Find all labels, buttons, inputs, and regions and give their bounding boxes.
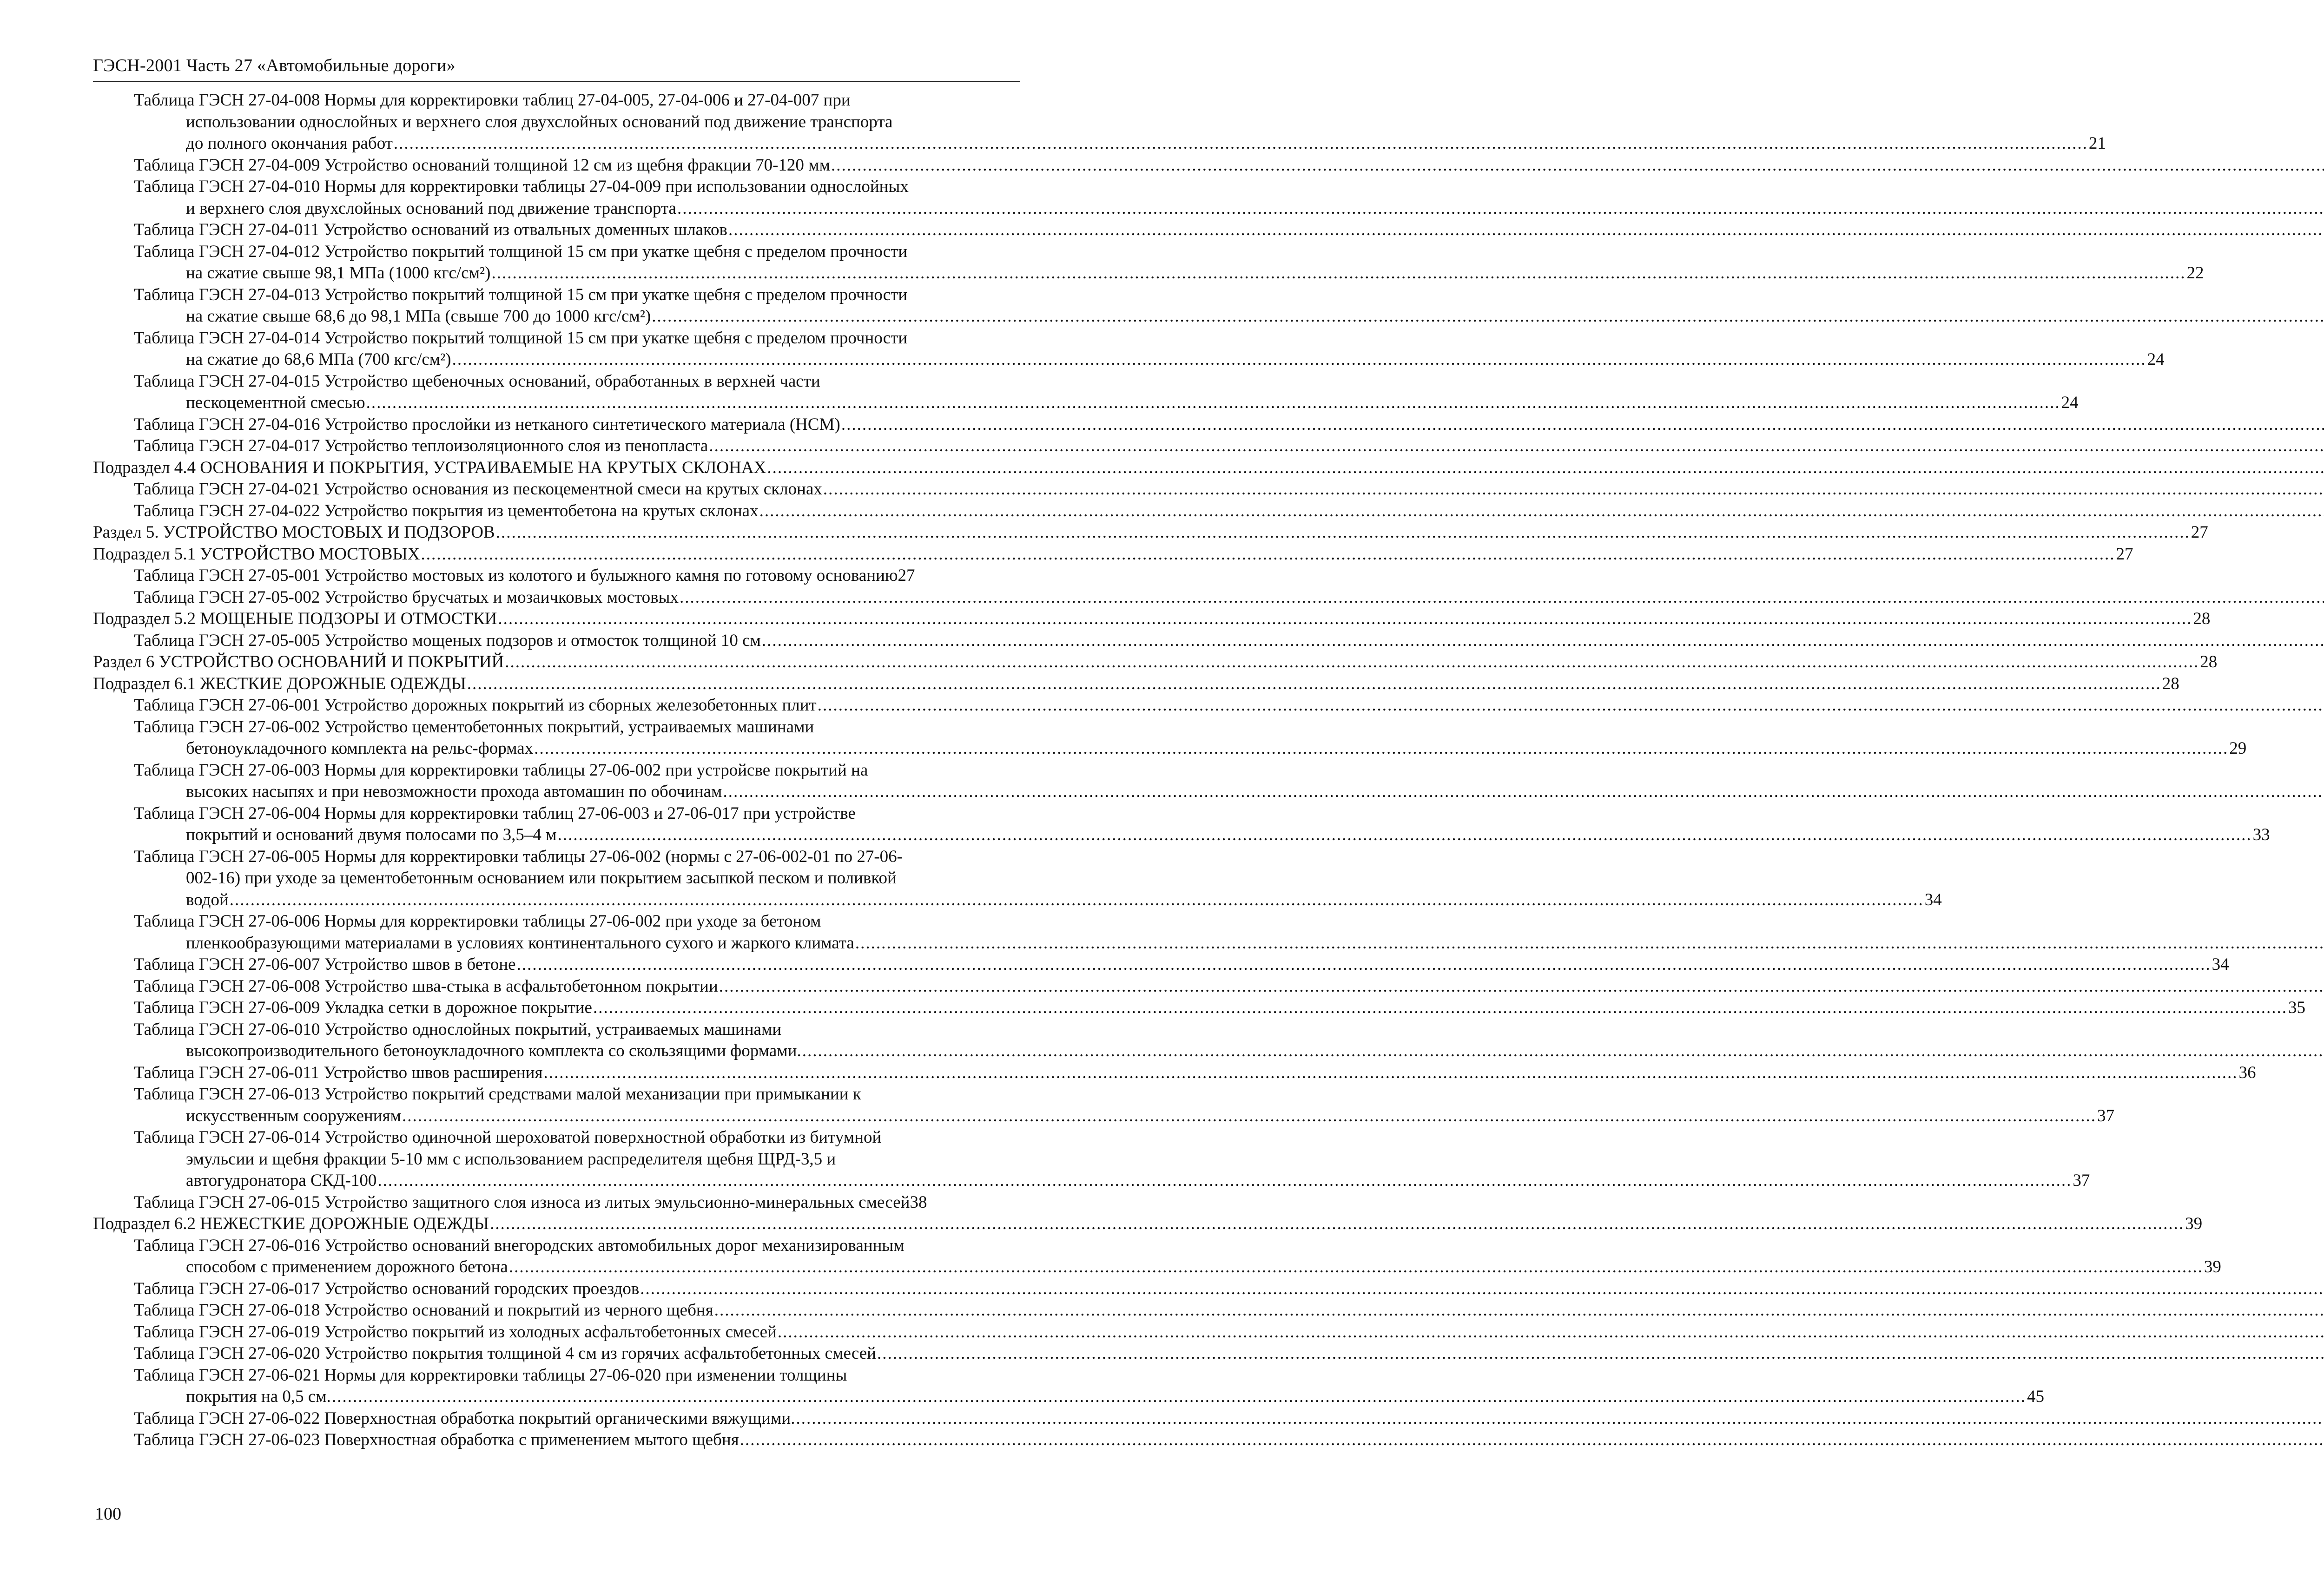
toc-entry-text: покрытия на 0,5 см. bbox=[186, 1387, 331, 1406]
toc-entry-table bbox=[93, 328, 2165, 371]
dot-leader bbox=[831, 155, 2324, 177]
toc-entry-text: Подраздел 5.2 МОЩЕНЫЕ ПОДЗОРЫ И ОТМОСТКИ bbox=[93, 609, 497, 628]
toc-entry-text: Таблица ГЭСН 27-04-013 Устройство покрытий толщиной 15 см при укатке щебня с пределом прочности bbox=[134, 285, 908, 304]
dot-leader bbox=[377, 1170, 2072, 1192]
table-of-contents bbox=[93, 90, 2305, 1451]
toc-entry-text: Таблица ГЭСН 27-06-004 Нормы для корректировки таблиц 27-06-003 и 27-06-017 при устройстве bbox=[134, 803, 856, 823]
toc-entry-table bbox=[93, 717, 2247, 760]
running-header: ГЭСН-2001 Часть 27 «Автомобильные дороги» bbox=[93, 56, 456, 75]
toc-entry-table bbox=[93, 176, 1020, 219]
toc-entry-table bbox=[93, 155, 1020, 177]
toc-entry-text: Таблица ГЭСН 27-04-011 Устройство оснований из отвальных доменных шлаков bbox=[134, 220, 728, 239]
toc-page-number: 34 bbox=[1924, 890, 1942, 909]
toc-entry-table bbox=[93, 1300, 1020, 1322]
toc-page-number: 35 bbox=[2288, 998, 2305, 1017]
toc-page-number: 34 bbox=[2212, 955, 2229, 974]
dot-leader bbox=[490, 1213, 2184, 1235]
dot-leader bbox=[778, 1322, 2324, 1343]
dot-leader bbox=[728, 219, 2324, 241]
toc-entry-text: Таблица ГЭСН 27-06-007 Устройство швов в бетоне bbox=[134, 955, 516, 974]
dot-leader bbox=[517, 954, 2211, 976]
dot-leader bbox=[366, 392, 2060, 414]
toc-entry-text: Раздел 5. УСТРОЙСТВО МОСТОВЫХ И ПОДЗОРОВ bbox=[93, 523, 495, 542]
toc-entry-table bbox=[93, 695, 1020, 717]
dot-leader bbox=[677, 198, 2324, 220]
toc-page-number: 45 bbox=[2027, 1387, 2044, 1406]
toc-entry-table bbox=[93, 1322, 1020, 1343]
dot-leader bbox=[593, 997, 2287, 1019]
toc-entry-table bbox=[93, 1343, 1020, 1365]
toc-entry-text: 002-16) при уходе за цементобетонным основанием или покрытием засыпкой песком и поливкой bbox=[186, 868, 897, 888]
toc-entry-text: автогудронатора СКД-100 bbox=[186, 1171, 377, 1190]
dot-leader bbox=[496, 522, 2190, 544]
toc-entry-text: искусственным сооружениям bbox=[186, 1106, 401, 1125]
toc-entry-text: пескоцементной смесью bbox=[186, 393, 365, 412]
dot-leader bbox=[230, 889, 1924, 911]
toc-page-number: 37 bbox=[2097, 1106, 2114, 1125]
page-number: 100 bbox=[95, 1504, 121, 1524]
toc-entry-text: Таблица ГЭСН 27-04-017 Устройство теплоизоляционного слоя из пенопласта bbox=[134, 436, 708, 455]
toc-entry-text: Таблица ГЭСН 27-06-008 Устройство шва-стыка в асфальтобетонном покрытии bbox=[134, 976, 718, 996]
toc-entry-text: Таблица ГЭСН 27-06-015 Устройство защитного слоя износа из литых эмульсионно-минеральных смесей bbox=[134, 1192, 910, 1212]
dot-leader bbox=[855, 933, 2324, 954]
toc-entry-text: на сжатие до 68,6 МПа (700 кгс/см²) bbox=[186, 350, 451, 369]
toc-entry-text: водой bbox=[186, 890, 229, 909]
dot-leader bbox=[796, 1408, 2324, 1430]
toc-entry-table bbox=[93, 954, 2229, 976]
toc-page-number: 27 bbox=[898, 566, 915, 585]
toc-entry-table bbox=[93, 284, 1020, 328]
toc-entry-table bbox=[93, 219, 1020, 241]
toc-entry-subsection bbox=[93, 673, 2179, 695]
toc-entry-text: Таблица ГЭСН 27-06-011 Устройство швов расширения bbox=[134, 1063, 543, 1082]
toc-page-number: 21 bbox=[2088, 134, 2106, 153]
toc-entry-table bbox=[93, 997, 2305, 1019]
header-rule bbox=[93, 81, 1020, 82]
toc-page-number: 28 bbox=[2193, 609, 2211, 628]
dot-leader bbox=[740, 1429, 2324, 1451]
toc-entry-table bbox=[93, 1235, 2221, 1278]
toc-entry-text: Таблица ГЭСН 27-06-020 Устройство покрытия толщиной 4 см из горячих асфальтобетонных смесей bbox=[134, 1344, 876, 1363]
toc-entry-subsection bbox=[93, 457, 1020, 479]
dot-leader bbox=[332, 1386, 2026, 1408]
toc-entry-text: Таблица ГЭСН 27-06-018 Устройство оснований и покрытий из черного щебня bbox=[134, 1301, 713, 1320]
dot-leader bbox=[544, 1062, 2238, 1084]
toc-entry-text: Подраздел 6.1 ЖЕСТКИЕ ДОРОЖНЫЕ ОДЕЖДЫ bbox=[93, 674, 466, 693]
toc-entry-table bbox=[93, 241, 2204, 284]
toc-entry-table bbox=[93, 371, 2079, 414]
toc-entry-table bbox=[93, 587, 1020, 609]
toc-entry-table bbox=[93, 1084, 2114, 1127]
toc-entry-section bbox=[93, 522, 2208, 544]
toc-entry-table bbox=[93, 90, 2106, 155]
toc-entry-section bbox=[93, 651, 2218, 673]
dot-leader bbox=[505, 651, 2199, 673]
toc-entry-text: Таблица ГЭСН 27-06-023 Поверхностная обработка с применением мытого щебня bbox=[134, 1430, 739, 1449]
toc-entry-text: покрытий и оснований двумя полосами по 3,5–4 м bbox=[186, 825, 557, 844]
toc-entry-text: и верхнего слоя двухслойных оснований под движение транспорта bbox=[186, 198, 676, 218]
toc-page-number: 24 bbox=[2061, 393, 2079, 412]
toc-entry-table bbox=[93, 1365, 2044, 1408]
toc-entry-text: Таблица ГЭСН 27-04-022 Устройство покрытия из цементобетона на крутых склонах bbox=[134, 501, 759, 520]
dot-leader bbox=[841, 414, 2324, 436]
toc-entry-text: Таблица ГЭСН 27-04-021 Устройство основания из пескоцементной смеси на крутых склонах bbox=[134, 480, 822, 499]
toc-entry-text: Таблица ГЭСН 27-05-001 Устройство мостовых из колотого и булыжного камня по готовому основанию bbox=[134, 566, 898, 585]
toc-entry-table bbox=[93, 435, 1020, 457]
toc-entry-text: Таблица ГЭСН 27-06-003 Нормы для корректировки таблицы 27-06-002 при устройсве покрытий на bbox=[134, 760, 868, 780]
dot-leader bbox=[558, 824, 2252, 846]
toc-entry-text: Таблица ГЭСН 27-05-005 Устройство мощеных подзоров и отмосток толщиной 10 см bbox=[134, 631, 761, 650]
dot-leader bbox=[719, 976, 2324, 998]
dot-leader bbox=[534, 738, 2228, 760]
dot-leader bbox=[762, 630, 2324, 652]
toc-page-number: 29 bbox=[2229, 739, 2247, 758]
toc-entry-table bbox=[93, 1019, 1020, 1062]
toc-entry-text: Таблица ГЭСН 27-06-019 Устройство покрытий из холодных асфальтобетонных смесей bbox=[134, 1322, 777, 1342]
toc-entry-text: до полного окончания работ bbox=[186, 134, 393, 153]
toc-entry-text: способом с применением дорожного бетона bbox=[186, 1257, 508, 1276]
toc-entry-text: эмульсии и щебня фракции 5-10 мм с использованием распределителя щебня ЩРД-3,5 и bbox=[186, 1149, 836, 1169]
toc-entry-table bbox=[93, 1062, 2256, 1084]
toc-entry-text: Таблица ГЭСН 27-06-005 Нормы для корректировки таблицы 27-06-002 (нормы с 27-06-002-01 по 27-06- bbox=[134, 847, 903, 866]
toc-entry-text: Таблица ГЭСН 27-05-002 Устройство брусчатых и мозаичковых мостовых bbox=[134, 587, 679, 607]
dot-leader bbox=[823, 479, 2324, 500]
toc-entry-text: Таблица ГЭСН 27-06-021 Нормы для корректировки таблицы 27-06-020 при изменении толщины bbox=[134, 1365, 847, 1385]
toc-entry-text: высоких насыпях и при невозможности прохода автомашин по обочинам bbox=[186, 782, 722, 801]
dot-leader bbox=[452, 349, 2146, 371]
toc-entry-text: Таблица ГЭСН 27-06-002 Устройство цементобетонных покрытий, устраиваемых машинами bbox=[134, 717, 814, 737]
toc-page-number: 39 bbox=[2185, 1214, 2203, 1233]
toc-entry-table bbox=[93, 1429, 1020, 1451]
toc-entry-text: Подраздел 5.1 УСТРОЙСТВО МОСТОВЫХ bbox=[93, 544, 420, 564]
toc-entry-text: Таблица ГЭСН 27-06-022 Поверхностная обработка покрытий органическими вяжущими. bbox=[134, 1408, 795, 1428]
toc-entry-text: Таблица ГЭСН 27-06-001 Устройство дорожных покрытий из сборных железобетонных плит bbox=[134, 696, 817, 715]
toc-entry-table bbox=[93, 565, 1020, 587]
toc-entry-text: Таблица ГЭСН 27-04-015 Устройство щебеночных оснований, обработанных в верхней части bbox=[134, 371, 820, 391]
dot-leader bbox=[714, 1300, 2324, 1322]
toc-entry-text: на сжатие свыше 98,1 МПа (1000 кгс/см²) bbox=[186, 263, 491, 283]
dot-leader bbox=[818, 695, 2324, 717]
toc-entry-text: Таблица ГЭСН 27-04-008 Нормы для корректировки таблиц 27-04-005, 27-04-006 и 27-04-007 при bbox=[134, 91, 851, 110]
toc-entry-table bbox=[93, 1408, 1020, 1430]
toc-entry-table bbox=[93, 760, 1020, 803]
toc-entry-table bbox=[93, 846, 1942, 911]
toc-entry-text: Таблица ГЭСН 27-06-017 Устройство оснований городских проездов bbox=[134, 1279, 640, 1298]
toc-entry-text: Таблица ГЭСН 27-06-013 Устройство покрытий средствами малой механизации при примыкании к bbox=[134, 1085, 861, 1104]
toc-entry-text: Таблица ГЭСН 27-06-010 Устройство однослойных покрытий, устраиваемых машинами bbox=[134, 1020, 782, 1039]
toc-entry-text: Таблица ГЭСН 27-06-009 Укладка сетки в дорожное покрытие bbox=[134, 998, 592, 1017]
toc-entry-text: пленкообразующими материалами в условиях континентального сухого и жаркого климата bbox=[186, 933, 854, 953]
dot-leader bbox=[394, 133, 2088, 155]
toc-entry-text: Таблица ГЭСН 27-04-016 Устройство прослойки из нетканого синтетического материала (НСМ) bbox=[134, 414, 840, 434]
toc-page-number: 38 bbox=[910, 1192, 927, 1212]
dot-leader bbox=[680, 587, 2324, 609]
toc-entry-text: бетоноукладочного комплекта на рельс-формах bbox=[186, 739, 534, 758]
toc-page-number: 33 bbox=[2252, 825, 2270, 844]
toc-page-number: 28 bbox=[2200, 652, 2218, 671]
toc-entry-text: Раздел 6 УСТРОЙСТВО ОСНОВАНИЙ И ПОКРЫТИЙ bbox=[93, 652, 504, 671]
dot-leader bbox=[498, 608, 2192, 630]
toc-entry-table bbox=[93, 500, 1020, 522]
toc-entry-text: высокопроизводительного бетоноукладочного комплекта со скользящими формами. bbox=[186, 1041, 801, 1060]
toc-entry-text: Подраздел 6.2 НЕЖЕСТКИЕ ДОРОЖНЫЕ ОДЕЖДЫ bbox=[93, 1214, 489, 1233]
toc-entry-table bbox=[93, 1127, 2090, 1192]
toc-entry-text: Таблица ГЭСН 27-06-006 Нормы для корректировки таблицы 27-06-002 при уходе за бетоном bbox=[134, 912, 821, 931]
toc-entry-text: использовании однослойных и верхнего слоя двухслойных оснований под движение транспорта bbox=[186, 112, 893, 132]
toc-entry-table bbox=[93, 976, 1020, 998]
toc-entry-table bbox=[93, 414, 1020, 436]
toc-entry-text: на сжатие свыше 68,6 до 98,1 МПа (свыше 700 до 1000 кгс/см²) bbox=[186, 307, 651, 326]
dot-leader bbox=[467, 673, 2161, 695]
toc-page-number: 22 bbox=[2186, 263, 2204, 283]
toc-entry-text: Таблица ГЭСН 27-06-016 Устройство оснований внегородских автомобильных дорог механизированным bbox=[134, 1236, 905, 1255]
toc-entry-table bbox=[93, 630, 1020, 652]
dot-leader bbox=[509, 1256, 2203, 1278]
dot-leader bbox=[421, 544, 2115, 566]
toc-entry-text: Таблица ГЭСН 27-04-012 Устройство покрытий толщиной 15 см при укатке щебня с пределом прочности bbox=[134, 242, 908, 261]
toc-entry-table bbox=[93, 911, 1020, 954]
dot-leader bbox=[652, 306, 2324, 328]
dot-leader bbox=[491, 263, 2185, 284]
dot-leader bbox=[877, 1343, 2324, 1365]
toc-page-number: 28 bbox=[2162, 674, 2179, 693]
toc-page-number: 24 bbox=[2147, 350, 2165, 369]
toc-entry-table bbox=[93, 1278, 1020, 1300]
toc-entry-text: Таблица ГЭСН 27-04-010 Нормы для корректировки таблицы 27-04-009 при использовании однослойных bbox=[134, 177, 909, 196]
dot-leader bbox=[802, 1040, 2324, 1062]
dot-leader bbox=[640, 1278, 2324, 1300]
toc-page-number: 36 bbox=[2238, 1063, 2256, 1082]
toc-entry-text: Таблица ГЭСН 27-04-014 Устройство покрытий толщиной 15 см при укатке щебня с пределом прочности bbox=[134, 328, 908, 348]
toc-entry-subsection bbox=[93, 608, 2211, 630]
dot-leader bbox=[759, 500, 2324, 522]
toc-entry-text: Подраздел 4.4 ОСНОВАНИЯ И ПОКРЫТИЯ, УСТРАИВАЕМЫЕ НА КРУТЫХ СКЛОНАХ bbox=[93, 458, 766, 477]
toc-entry-table bbox=[93, 1192, 1020, 1214]
dot-leader bbox=[767, 457, 2324, 479]
toc-page-number: 39 bbox=[2204, 1257, 2221, 1276]
toc-entry-table bbox=[93, 479, 1020, 500]
toc-page-number: 27 bbox=[2191, 523, 2208, 542]
toc-entry-subsection bbox=[93, 1213, 2203, 1235]
toc-entry-text: Таблица ГЭСН 27-06-014 Устройство одиночной шероховатой поверхностной обработки из битумной bbox=[134, 1128, 882, 1147]
toc-entry-table bbox=[93, 803, 2270, 846]
toc-entry-text: Таблица ГЭСН 27-04-009 Устройство оснований толщиной 12 см из щебня фракции 70-120 мм bbox=[134, 155, 830, 175]
toc-page-number: 37 bbox=[2073, 1171, 2090, 1190]
dot-leader bbox=[723, 781, 2324, 803]
toc-page-number: 27 bbox=[2116, 544, 2133, 564]
dot-leader bbox=[709, 435, 2324, 457]
toc-entry-subsection bbox=[93, 544, 2133, 566]
dot-leader bbox=[402, 1105, 2096, 1127]
